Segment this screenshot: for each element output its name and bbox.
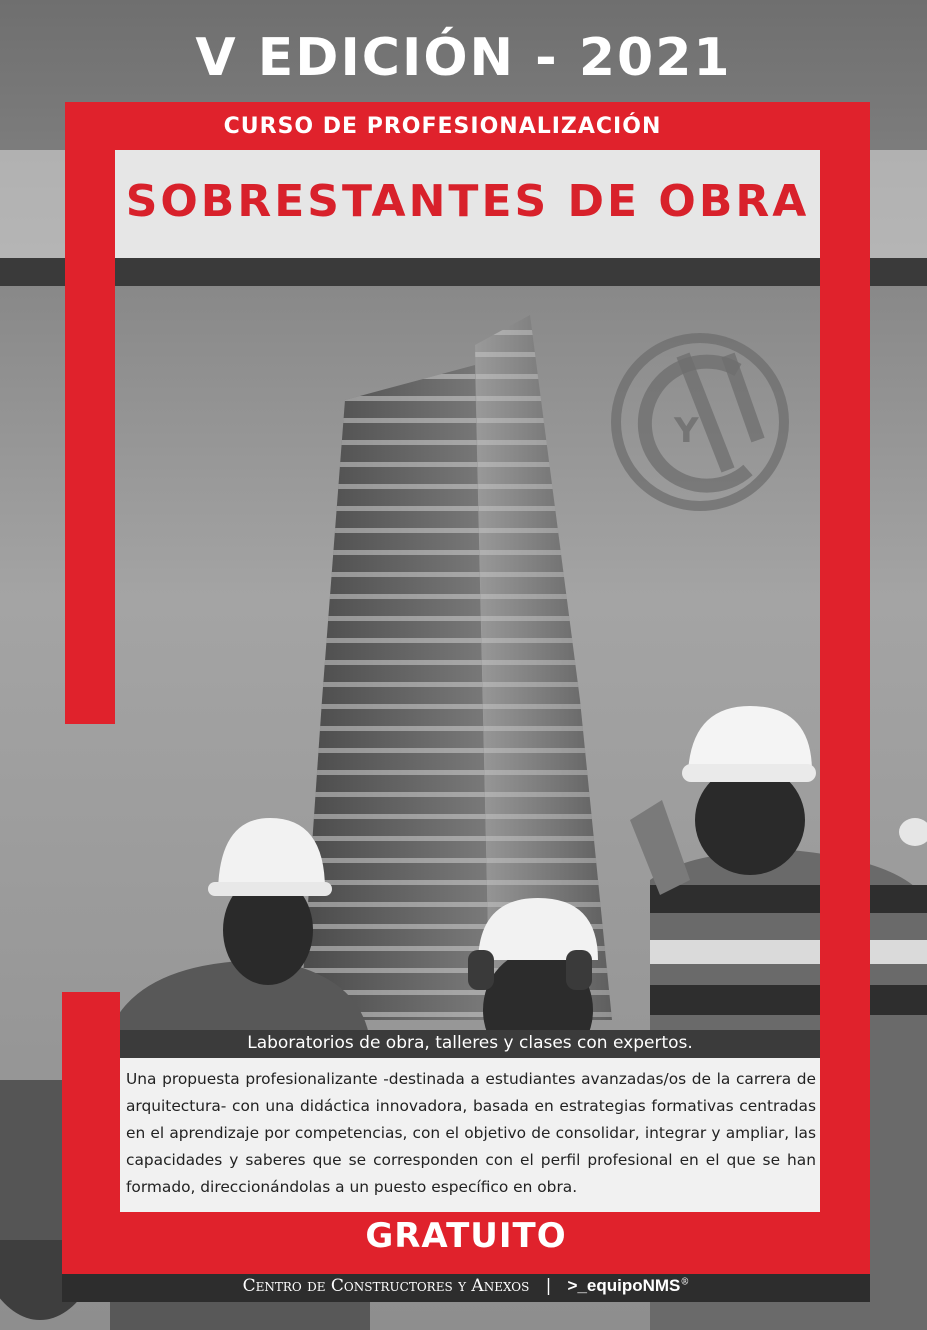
- lab-line: Laboratorios de obra, talleres y clases con expertos.: [247, 1033, 693, 1053]
- description: Una propuesta profesionalizante -destinada a estudiantes avanzadas/os de la carrera de arquitectura- con una didáctica innovadora, basada en estrategias formativas centradas en el aprendizaje por competencias, con el objetivo de consolidar, integrar y ampliar, las capacidades y saberes que se corresponden con el perfil profesional en el que se han formado, direccionándolas a un puesto específico en obra.: [126, 1070, 816, 1196]
- main-title: SOBRESTANTES DE OBRA: [125, 176, 810, 227]
- dark-band: [0, 258, 927, 286]
- footer-partner: >_equipoNMS: [567, 1276, 681, 1295]
- red-frame-left: [65, 102, 115, 724]
- red-frame-right: [820, 102, 870, 1030]
- price-label: GRATUITO: [365, 1216, 567, 1256]
- footer-text: [62, 1276, 870, 1296]
- edition-heading: V EDICIÓN - 2021: [195, 28, 732, 88]
- footer-org: Centro de Constructores y Anexos: [242, 1276, 530, 1296]
- registered-mark: ®: [680, 1277, 690, 1288]
- footer-separator: |: [545, 1276, 552, 1296]
- cya-logo-icon: [608, 330, 793, 515]
- logo-letter: Y: [674, 411, 699, 451]
- course-label: CURSO DE PROFESIONALIZACIÓN: [223, 114, 662, 139]
